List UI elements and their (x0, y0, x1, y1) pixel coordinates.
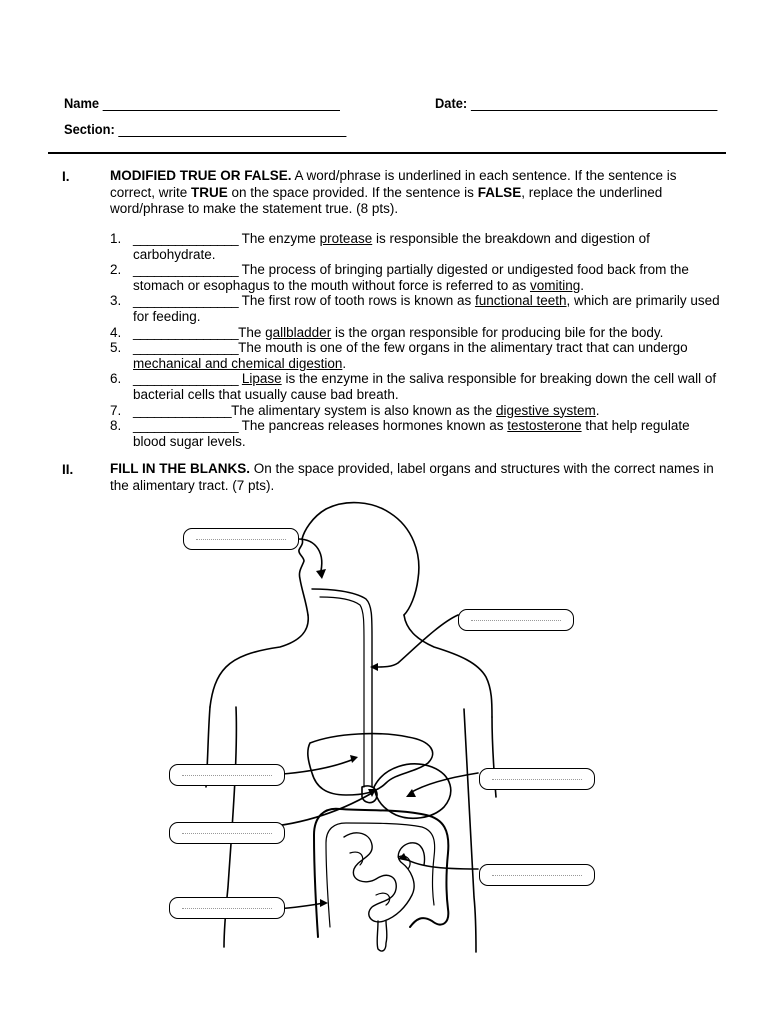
question-number: 2. (110, 262, 122, 278)
arrowhead-mouth (316, 569, 326, 579)
arrowhead-liver (350, 755, 358, 763)
arrowhead-esophagus (370, 663, 378, 671)
question-number: 1. (110, 231, 122, 246)
question-text: The (238, 324, 266, 340)
question-text: . (595, 402, 600, 418)
question-text: The enzyme (238, 231, 320, 246)
label-line (471, 620, 561, 621)
answer-blank[interactable]: _______________ (133, 371, 239, 387)
question-number: 7. (110, 402, 122, 418)
small-intestine-2 (350, 852, 410, 905)
label-line (182, 908, 272, 909)
answer-blank[interactable]: _______________ (133, 262, 239, 278)
section-field (64, 121, 347, 137)
underlined-term: gallbladder (265, 324, 332, 340)
label-line (196, 539, 286, 540)
question-number: 8. (110, 418, 122, 434)
question-item (110, 231, 720, 262)
label-line (492, 875, 582, 876)
section-1-title: MODIFIED TRUE OR FALSE. (110, 168, 292, 183)
underlined-term: Lipase (241, 371, 282, 387)
section-label: Section: (64, 121, 115, 137)
question-number: 4. (110, 324, 122, 340)
question-item (110, 293, 720, 324)
underlined-term: vomiting (529, 277, 581, 293)
label-box-esophagus[interactable] (458, 609, 574, 631)
neck-left (210, 615, 308, 707)
underlined-term: mechanical and chemical digestion (133, 355, 343, 371)
underlined-term: functional teeth (474, 293, 567, 309)
question-number: 3. (110, 293, 122, 309)
question-item (110, 403, 720, 419)
date-line[interactable] (471, 96, 718, 111)
section-1-number: I. (62, 169, 70, 184)
question-text: The alimentary system is also known as the (231, 402, 496, 418)
answer-blank[interactable]: ______________ (133, 402, 232, 418)
label-box-mouth[interactable] (183, 528, 299, 550)
question-text: The pancreas releases hormones known as (238, 418, 508, 434)
esophagus-inner (320, 597, 364, 787)
rectum (377, 921, 387, 951)
answer-blank[interactable]: _______________ (133, 231, 239, 246)
large-intestine-inner (326, 823, 435, 927)
answer-blank[interactable]: _______________ (133, 324, 239, 340)
digestive-system-diagram (140, 497, 620, 957)
underlined-term: digestive system (495, 402, 596, 418)
question-item (110, 418, 720, 449)
name-line[interactable] (103, 96, 340, 111)
label-box-liver[interactable] (169, 764, 285, 786)
label-box-small-intestine[interactable] (169, 822, 285, 844)
question-item (110, 262, 720, 293)
question-text: is the organ responsible for producing bile for the body. (331, 324, 664, 340)
question-text: that help regulate blood sugar levels. (133, 418, 690, 449)
arrow-pancreas (402, 857, 478, 869)
instr-part-b: on the space provided. If the sentence is (227, 184, 478, 200)
date-label: Date: (435, 95, 468, 111)
name-field (64, 95, 340, 111)
question-text: is responsible the breakdown and digestion of carbohydrate. (133, 231, 650, 262)
question-text: . (342, 355, 347, 371)
question-item (110, 371, 720, 402)
question-text: is the enzyme in the saliva responsible for breaking down the cell wall of bacterial cells that usually cause bad breath. (133, 371, 717, 402)
section-1-instructions (110, 168, 715, 218)
section-2-instr: On the space provided, label organs and structures with the correct names in the alimentary tract. (7 pts). (110, 461, 714, 493)
question-text: , which are primarily used for feeding. (133, 293, 720, 324)
label-line (182, 775, 272, 776)
header-divider (48, 152, 726, 154)
head-outline (299, 503, 419, 615)
question-number: 5. (110, 340, 122, 356)
answer-blank[interactable]: _______________ (133, 418, 239, 434)
section-2-title: FILL IN THE BLANKS. (110, 461, 250, 476)
underlined-term: testosterone (507, 418, 582, 434)
underlined-term: protease (319, 231, 373, 246)
question-number: 6. (110, 371, 122, 387)
question-text: The process of bringing partially digested or undigested food back from the stomach or esophagus to the mouth without force is referred to as (133, 262, 689, 293)
question-text: The first row of tooth rows is known as (238, 293, 475, 309)
instr-part-c: , replace the underlined word/phrase to make the statement true. (8 pts). (110, 184, 663, 216)
small-intestine (344, 833, 424, 922)
section-line[interactable] (118, 122, 346, 137)
true-word: TRUE (191, 184, 228, 200)
question-item (110, 340, 720, 371)
torso-right (464, 709, 476, 952)
section-2-number: II. (62, 462, 74, 477)
answer-blank[interactable]: _______________ (133, 340, 239, 356)
answer-blank[interactable]: _______________ (133, 293, 239, 309)
label-line (182, 833, 272, 834)
question-list (110, 231, 720, 449)
label-box-pancreas[interactable] (479, 864, 595, 886)
question-text: . (580, 277, 585, 293)
date-field (435, 95, 717, 111)
false-word: FALSE (477, 184, 522, 200)
large-intestine (314, 809, 448, 937)
label-box-large-intestine[interactable] (169, 897, 285, 919)
label-box-stomach[interactable] (479, 768, 595, 790)
name-label: Name (64, 95, 100, 111)
arrowhead-large-intestine (320, 899, 328, 907)
instr-part-a: A word/phrase is underlined in each sentence. If the sentence is correct, write (110, 168, 677, 200)
label-line (492, 779, 582, 780)
section-2-instructions (110, 461, 715, 494)
question-item (110, 325, 720, 341)
arrow-esophagus (376, 615, 458, 667)
question-text: The mouth is one of the few organs in the alimentary tract that can undergo (238, 340, 688, 356)
